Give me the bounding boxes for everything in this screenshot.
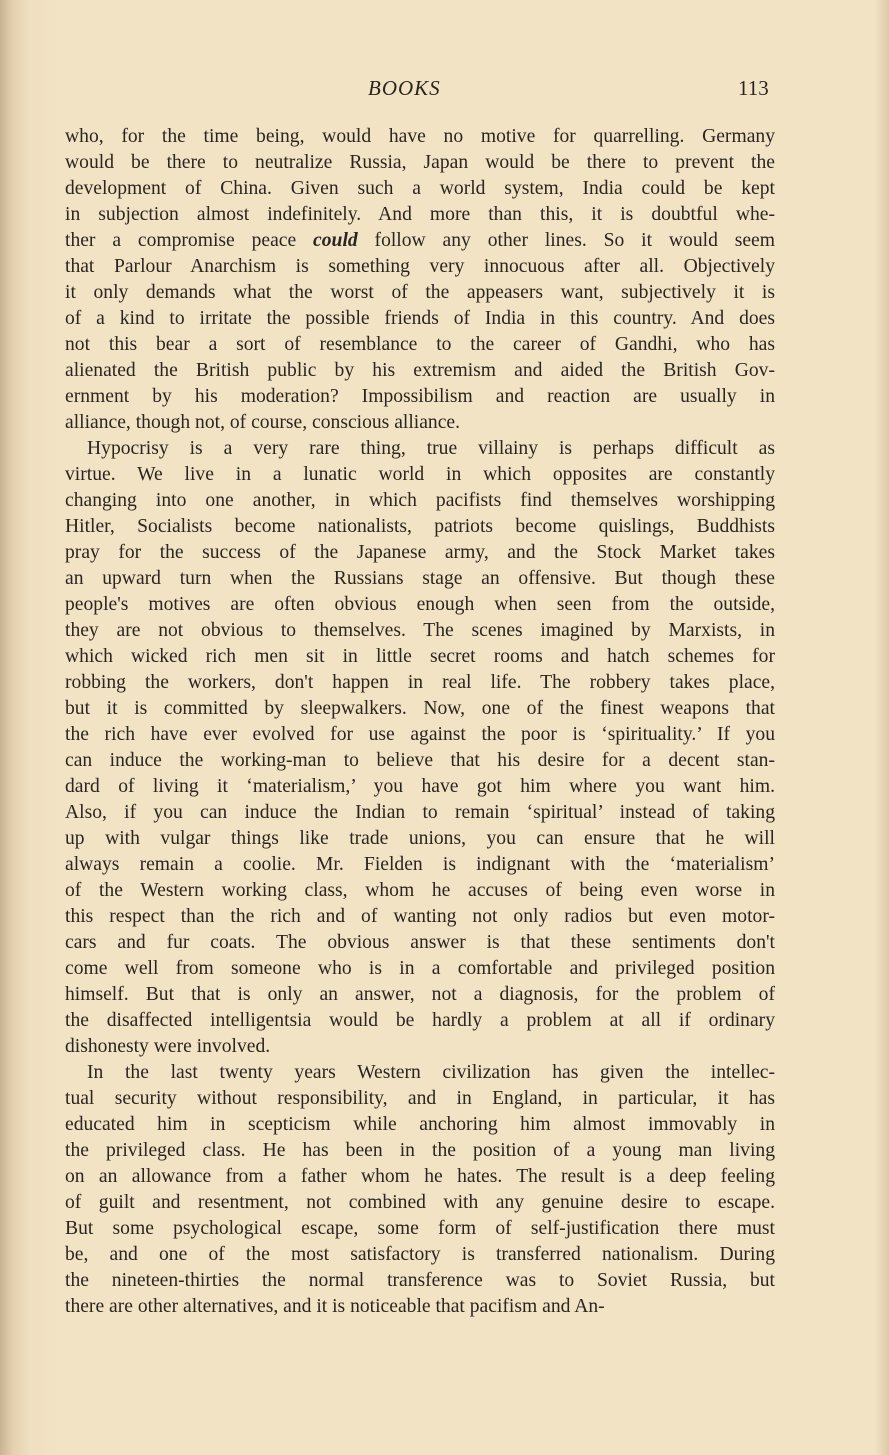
text-line: but it is committed by sleepwalkers. Now, one of the finest weapons that [65, 698, 775, 719]
text-line: himself. But that is only an answer, not a diagnosis, for the problem of [65, 984, 775, 1005]
text-line: robbing the workers, don't happen in real life. The robbery takes place, [65, 672, 775, 693]
text-line: changing into one another, in which pacifists find themselves worshipping [65, 490, 775, 511]
text-line: Hypocrisy is a very rare thing, true villainy is perhaps difficult as [87, 438, 775, 459]
emphasized-word: could [313, 230, 358, 251]
text-line: it only demands what the worst of the appeasers want, subjectively it is [65, 282, 775, 303]
text-line: the nineteen-thirties the normal transference was to Soviet Russia, but [65, 1270, 775, 1291]
text-line: dard of living it ‘materialism,’ you have got him where you want him. [65, 776, 775, 797]
text-line: can induce the working-man to believe that his desire for a decent stan- [65, 750, 775, 771]
text-line: an upward turn when the Russians stage an offensive. But though these [65, 568, 775, 589]
text-line: of a kind to irritate the possible friends of India in this country. And does [65, 308, 775, 329]
text-line: which wicked rich men sit in little secret rooms and hatch schemes for [65, 646, 775, 667]
text-line: In the last twenty years Western civilization has given the intellec- [87, 1062, 775, 1083]
text-line: come well from someone who is in a comfortable and privileged position [65, 958, 775, 979]
text-line: people's motives are often obvious enough when seen from the outside, [65, 594, 775, 615]
text-line: be, and one of the most satisfactory is transferred nationalism. During [65, 1244, 775, 1265]
text-line: educated him in scepticism while anchoring him almost immovably in [65, 1114, 775, 1135]
text-line: the privileged class. He has been in the position of a young man living [65, 1140, 775, 1161]
text-line: in subjection almost indefinitely. And more than this, it is doubtful whe- [65, 204, 775, 225]
text-line: But some psychological escape, some form of self-justification there must [65, 1218, 775, 1239]
text-line: of guilt and resentment, not combined with any genuine desire to escape. [65, 1192, 775, 1213]
text-line: on an allowance from a father whom he hates. The result is a deep feeling [65, 1166, 775, 1187]
text-line: Also, if you can induce the Indian to remain ‘spiritual’ instead of taking [65, 802, 775, 823]
text-line: this respect than the rich and of wanting not only radios but even motor- [65, 906, 775, 927]
text-line: virtue. We live in a lunatic world in which opposites are constantly [65, 464, 775, 485]
text-line: alienated the British public by his extremism and aided the British Gov- [65, 360, 775, 381]
text-line: there are other alternatives, and it is noticeable that pacifism and An- [65, 1296, 605, 1317]
text-line: the rich have ever evolved for use against the poor is ‘spirituality.’ If you [65, 724, 775, 745]
text-line: alliance, though not, of course, conscious alliance. [65, 412, 461, 433]
text-line: the disaffected intelligentsia would be hardly a problem at all if ordinary [65, 1010, 775, 1031]
body-text [65, 124, 775, 1320]
text-line: ther a compromise peace could follow any other lines. So it would seem [65, 230, 775, 251]
text-line: development of China. Given such a world system, India could be kept [65, 178, 775, 199]
text-line: up with vulgar things like trade unions, you can ensure that he will [65, 828, 775, 849]
text-line: dishonesty were involved. [65, 1036, 271, 1057]
text-line: always remain a coolie. Mr. Fielden is indignant with the ‘materialism’ [65, 854, 775, 875]
text-line: would be there to neutralize Russia, Japan would be there to prevent the [65, 152, 775, 173]
page-header [0, 76, 889, 110]
text-line: pray for the success of the Japanese army, and the Stock Market takes [65, 542, 775, 563]
running-head: BOOKS [368, 76, 441, 100]
text-line: they are not obvious to themselves. The scenes imagined by Marxists, in [65, 620, 775, 641]
text-line: ernment by his moderation? Impossibilism and reaction are usually in [65, 386, 775, 407]
text-line: who, for the time being, would have no motive for quarrelling. Germany [65, 126, 775, 147]
page-number: 113 [738, 76, 769, 100]
text-line: Hitler, Socialists become nationalists, patriots become quislings, Buddhists [65, 516, 775, 537]
text-line: that Parlour Anarchism is something very innocuous after all. Objectively [65, 256, 775, 277]
text-line: of the Western working class, whom he accuses of being even worse in [65, 880, 775, 901]
text-line: cars and fur coats. The obvious answer is that these sentiments don't [65, 932, 775, 953]
text-line: tual security without responsibility, and in England, in particular, it has [65, 1088, 775, 1109]
text-line: not this bear a sort of resemblance to the career of Gandhi, who has [65, 334, 775, 355]
